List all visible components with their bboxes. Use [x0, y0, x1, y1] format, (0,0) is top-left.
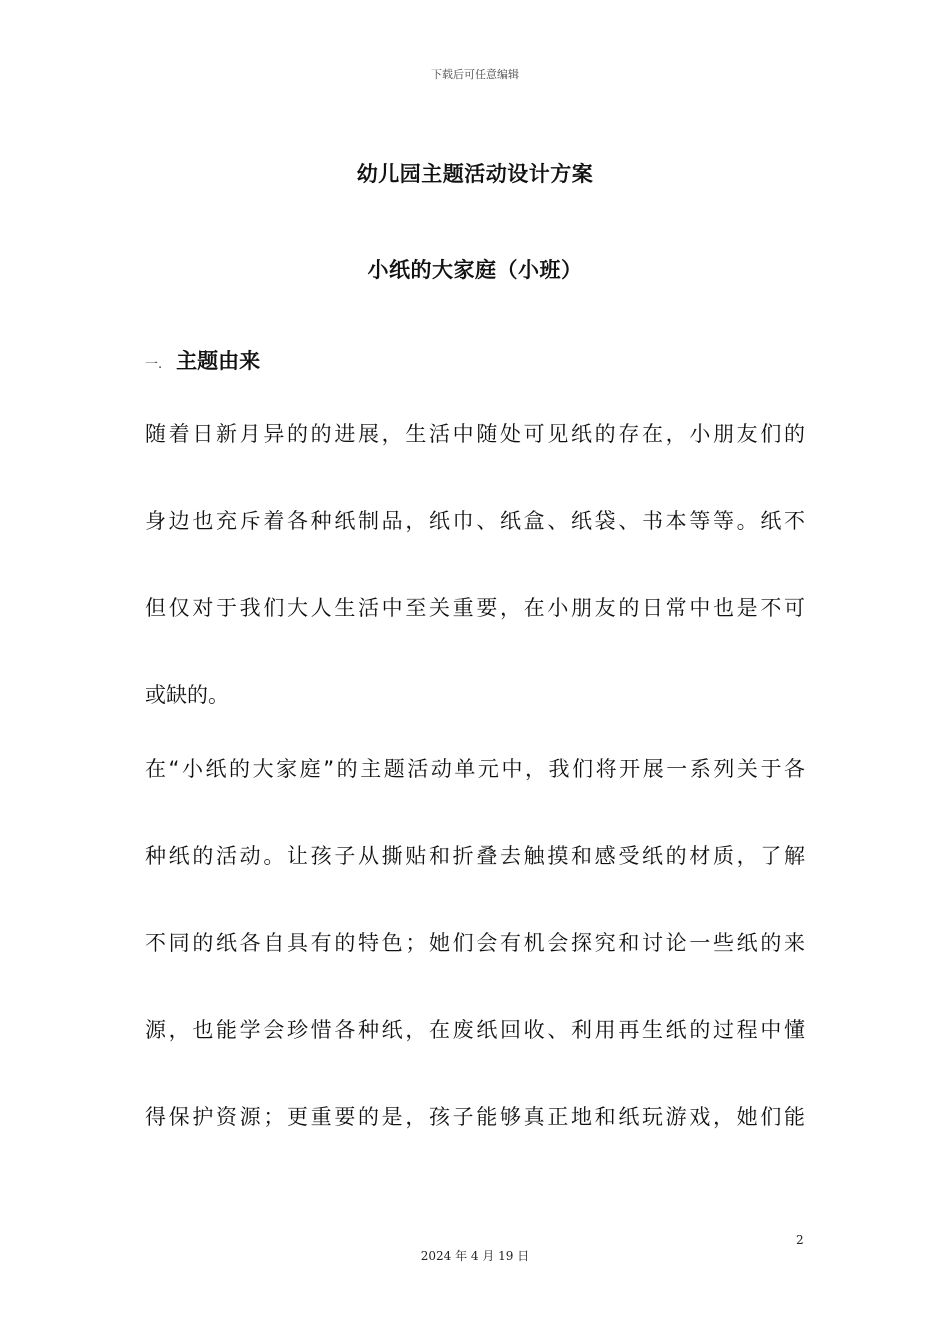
page-number: 2 — [796, 1233, 804, 1247]
paragraph-1-line-1: 随着日新月异的的进展，生活中随处可见纸的存在，小朋友们的 — [145, 422, 805, 446]
header-note: 下载后可任意编辑 — [431, 68, 519, 81]
paragraph-1-line-4: 或缺的。 — [145, 683, 229, 707]
paragraph-1-line-3: 但仅对于我们大人生活中至关重要，在小朋友的日常中也是不可 — [145, 596, 805, 620]
document-subtitle: 小纸的大家庭（小班） — [367, 258, 583, 282]
paragraph-2-line-1: 在“小纸的大家庭”的主题活动单元中，我们将开展一系列关于各 — [145, 757, 805, 781]
section-heading — [145, 345, 260, 375]
paragraph-2-line-5: 得保护资源；更重要的是，孩子能够真正地和纸玩游戏，她们能 — [145, 1105, 805, 1129]
section-number: 一. — [145, 357, 163, 372]
paragraph-2-line-2: 种纸的活动。让孩子从撕贴和折叠去触摸和感受纸的材质，了解 — [145, 844, 805, 868]
paragraph-2-line-4: 源，也能学会珍惜各种纸，在废纸回收、利用再生纸的过程中懂 — [145, 1018, 805, 1042]
document-title: 幼儿园主题活动设计方案 — [356, 162, 594, 186]
paragraph-2-line-3: 不同的纸各自具有的特色；她们会有机会探究和讨论一些纸的来 — [145, 931, 805, 955]
section-title: 主题由来 — [176, 349, 261, 373]
paragraph-1-line-2: 身边也充斥着各种纸制品，纸巾、纸盒、纸袋、书本等等。纸不 — [145, 509, 805, 533]
footer-date: 2024 年 4 月 19 日 — [420, 1249, 530, 1263]
